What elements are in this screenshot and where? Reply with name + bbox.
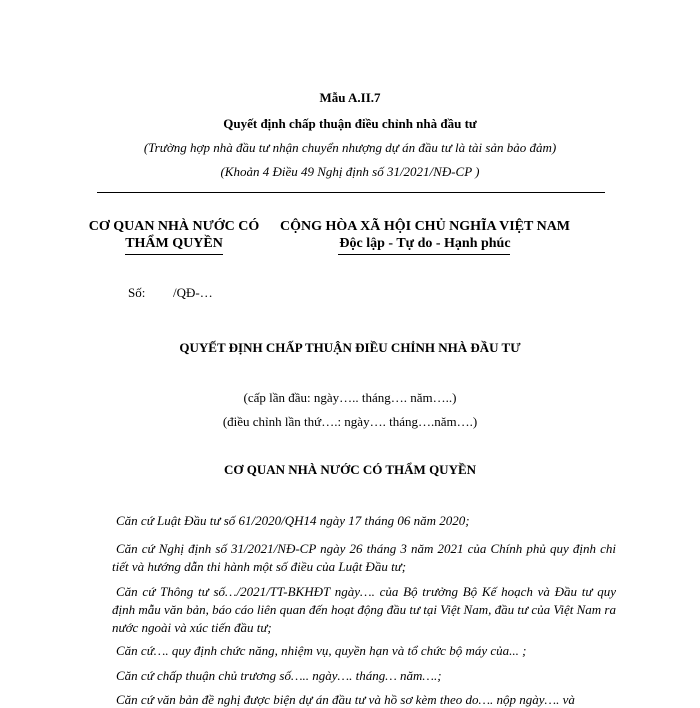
first-issue-line: (cấp lần đầu: ngày….. tháng…. năm…..) xyxy=(243,390,457,405)
authority-line-1: CƠ QUAN NHÀ NƯỚC CÓ xyxy=(88,219,260,234)
authority-line-2: THẨM QUYỀN xyxy=(125,236,223,251)
adjustment-line: (điều chỉnh lần thứ….: ngày…. tháng….năm….) xyxy=(222,414,478,429)
basis-paragraph: Căn cứ Luật Đầu tư số 61/2020/QH14 ngày 17 tháng 06 năm 2020; xyxy=(116,513,470,528)
number-label: Số: xyxy=(128,285,146,300)
basis-paragraph: Căn cứ Nghị định số 31/2021/NĐ-CP ngày 26 tháng 3 năm 2021 của Chính phủ quy định chi tiết và hướng dẫn thi hành một số điều của Luật Đầu tư; xyxy=(112,541,616,574)
motto-underline xyxy=(338,254,510,255)
form-code: Mẫu A.II.7 xyxy=(319,90,381,105)
form-note-1: (Trường hợp nhà đầu tư nhận chuyển nhượng dự án đầu tư là tài sản bảo đảm) xyxy=(143,140,557,155)
authority-underline xyxy=(125,254,223,255)
basis-paragraph: Căn cứ Thông tư số…/2021/TT-BKHĐT ngày…. của Bộ trưởng Bộ Kế hoạch và Đầu tư quy định mẫu văn bản, báo cáo liên quan đến hoạt động đầu tư tại Việt Nam, đầu tư của Việt Nam ra nước ngoài và xúc tiến đầu tư; xyxy=(112,584,616,635)
authority-heading: CƠ QUAN NHÀ NƯỚC CÓ THẨM QUYỀN xyxy=(223,462,477,477)
nation-title: CỘNG HÒA XÃ HỘI CHỦ NGHĨA VIỆT NAM xyxy=(280,219,571,234)
basis-paragraph: Căn cứ chấp thuận chủ trương số….. ngày…. tháng… năm….; xyxy=(116,668,442,683)
form-title: Quyết định chấp thuận điều chỉnh nhà đầu tư xyxy=(223,116,477,131)
number-value: /QĐ-… xyxy=(173,285,213,300)
basis-paragraph: Căn cứ…. quy định chức năng, nhiệm vụ, quyền hạn và tổ chức bộ máy của... ; xyxy=(116,643,527,658)
form-note-2: (Khoản 4 Điều 49 Nghị định số 31/2021/NĐ-CP ) xyxy=(220,164,480,179)
nation-motto: Độc lập - Tự do - Hạnh phúc xyxy=(339,236,511,251)
basis-paragraph: Căn cứ văn bản đề nghị được biện dự án đầu tư và hồ sơ kèm theo do…. nộp ngày…. và xyxy=(116,692,575,707)
decision-title: QUYẾT ĐỊNH CHẤP THUẬN ĐIỀU CHỈNH NHÀ ĐẦU TƯ xyxy=(179,340,521,355)
header-divider xyxy=(97,192,605,193)
